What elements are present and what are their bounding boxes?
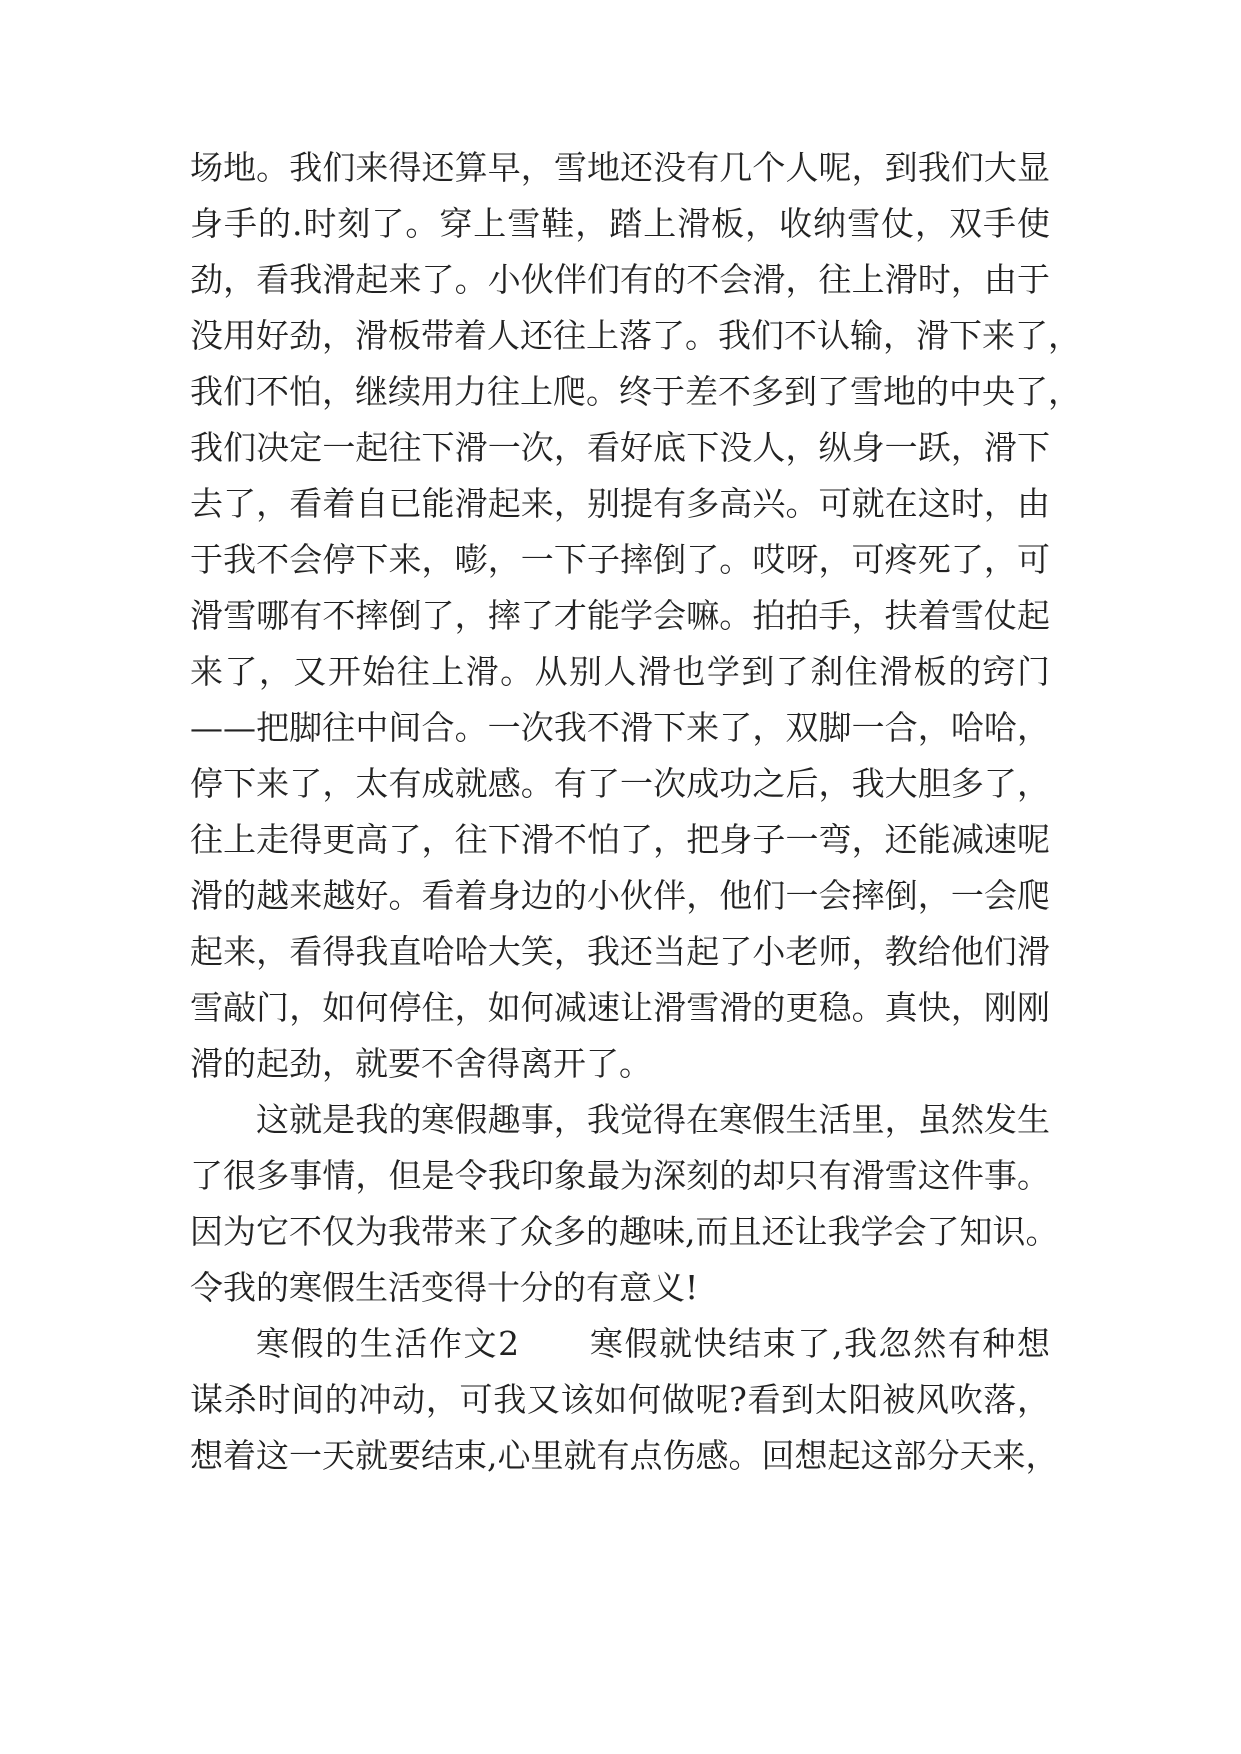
text-line: 来了，又开始往上滑。从别人滑也学到了刹住滑板的窍门 [190,652,1050,691]
text-line: 我们决定一起往下滑一次，看好底下没人，纵身一跃，滑下 [190,428,1050,467]
text-line: 于我不会停下来，嘭，一下子摔倒了。哎呀，可疼死了，可 [190,540,1050,579]
text-line: 往上走得更高了，往下滑不怕了，把身子一弯，还能减速呢 [190,820,1050,859]
text-line: 想着这一天就要结束,心里就有点伤感。回想起这部分天来， [190,1436,1059,1475]
text-line: 令我的寒假生活变得十分的有意义! [190,1268,699,1307]
text-line: 雪敲门，如何停住，如何减速让滑雪滑的更稳。真快，刚刚 [190,988,1050,1027]
text-line: 滑雪哪有不摔倒了，摔了才能学会嘛。拍拍手，扶着雪仗起 [190,596,1050,635]
text-line: 去了，看着自已能滑起来，别提有多高兴。可就在这时，由 [190,484,1050,523]
text-line: 了很多事情，但是令我印象最为深刻的却只有滑雪这件事。 [190,1156,1050,1195]
text-line: 这就是我的寒假趣事，我觉得在寒假生活里，虽然发生 [256,1100,1050,1139]
text-line: 身手的.时刻了。穿上雪鞋，踏上滑板，收纳雪仗，双手使 [190,204,1050,243]
text-line: 因为它不仅为我带来了众多的趣味,而且还让我学会了知识。 [190,1212,1059,1251]
text-line: 滑的起劲，就要不舍得离开了。 [190,1044,652,1083]
text-line: 谋杀时间的冲动，可我又该如何做呢?看到太阳被风吹落， [190,1380,1050,1419]
text-line: 劲，看我滑起来了。小伙伴们有的不会滑，往上滑时，由于 [190,260,1050,299]
text-line: 没用好劲，滑板带着人还往上落了。我们不认输，滑下来了， [190,316,1081,355]
text-line: 场地。我们来得还算早，雪地还没有几个人呢，到我们大显 [190,148,1050,187]
text-line: 起来，看得我直哈哈大笑，我还当起了小老师，教给他们滑 [190,932,1050,971]
text-line: 寒假的生活作文2 寒假就快结束了,我忽然有种想 [256,1324,1050,1363]
text-line: ——把脚往中间合。一次我不滑下来了，双脚一合，哈哈， [190,708,1050,747]
text-line: 停下来了，太有成就感。有了一次成功之后，我大胆多了， [190,764,1050,803]
text-line: 滑的越来越好。看着身边的小伙伴，他们一会摔倒，一会爬 [190,876,1050,915]
text-line: 我们不怕，继续用力往上爬。终于差不多到了雪地的中央了， [190,372,1081,411]
